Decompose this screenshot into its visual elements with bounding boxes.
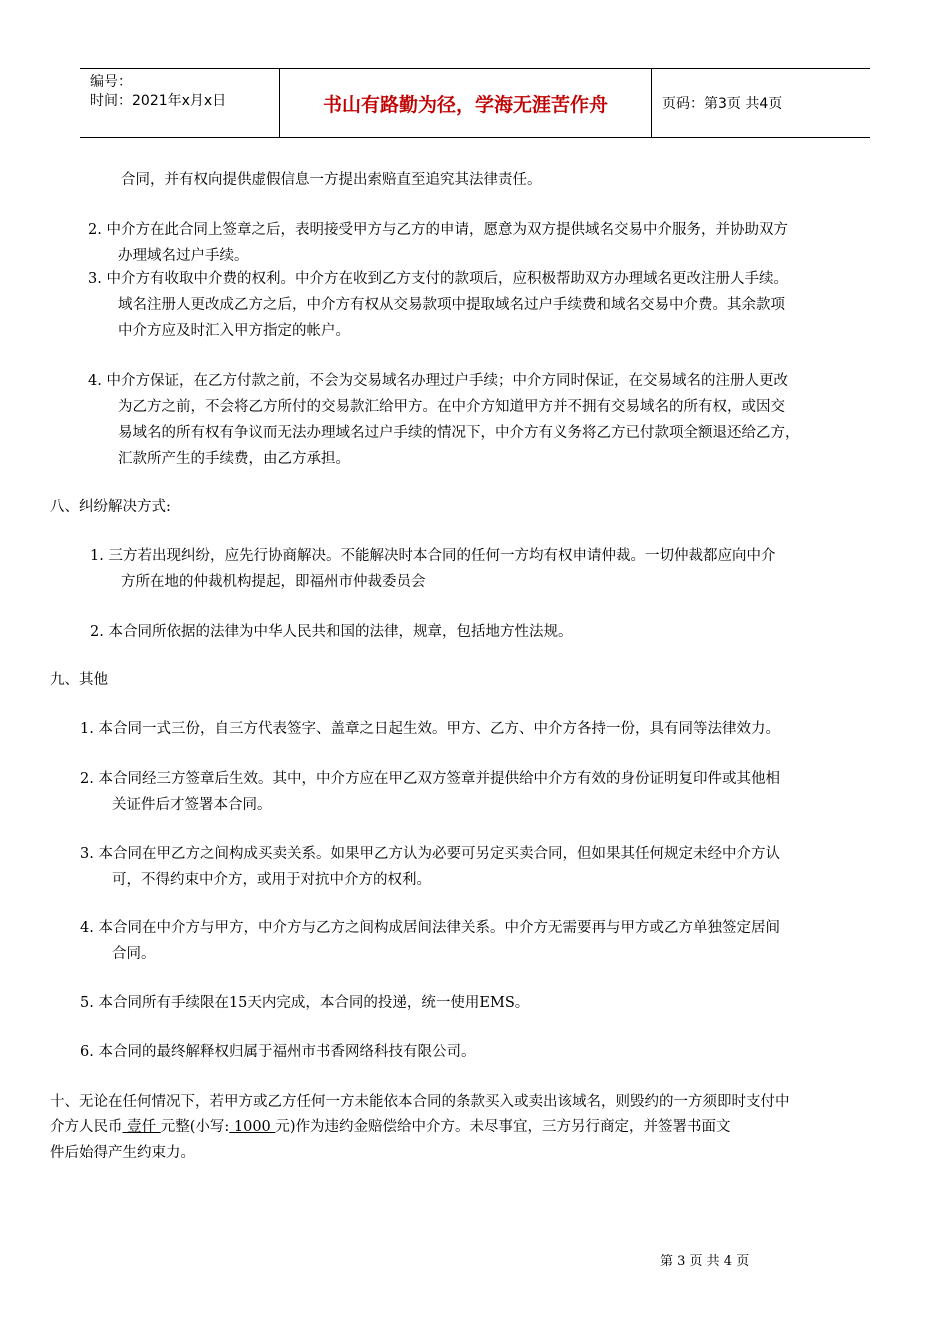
text-line: 为乙方之前，不会将乙方所付的交易款汇给甲方。在中介方知道甲方并不拥有交易域名的所有权，或因交	[118, 399, 785, 415]
page-label: 页码：第3页 共4页	[662, 96, 783, 112]
text-line: 1. 三方若出现纠纷，应先行协商解决。不能解决时本合同的任何一方均有权申请仲裁。一切仲裁都应向中介	[90, 548, 776, 564]
text-line: 3. 中介方有收取中介费的权利。中介方在收到乙方支付的款项后，应积极帮助双方办理域名更改注册人手续。	[88, 271, 788, 287]
text-line: 域名注册人更改成乙方之后，中介方有权从交易款项中提取域名过户手续费和域名交易中介费。其余款项	[118, 297, 785, 313]
text-line: 件后始得产生约束力。	[50, 1145, 195, 1161]
amount-number: 1000	[229, 1119, 276, 1135]
amount-words: 壹仟	[122, 1119, 161, 1135]
text-line: 关证件后才签署本合同。	[112, 797, 272, 813]
text-segment: 介方人民币	[50, 1119, 123, 1135]
section-heading: 八、纠纷解决方式:	[50, 499, 171, 515]
text-line: 中介方应及时汇入甲方指定的帐户。	[118, 323, 350, 339]
text-line: 5. 本合同所有手续限在15天内完成，本合同的投递，统一使用EMS。	[80, 995, 530, 1011]
text-line: 办理域名过户手续。	[118, 248, 249, 264]
text-line	[50, 1114, 731, 1140]
text-line: 4. 中介方保证，在乙方付款之前，不会为交易域名办理过户手续；中介方同时保证，在交易域名的注册人更改	[88, 373, 788, 389]
text-line: 1. 本合同一式三份，自三方代表签字、盖章之日起生效。甲方、乙方、中介方各持一份，具有同等法律效力。	[80, 721, 780, 737]
text-line: 6. 本合同的最终解释权归属于福州市书香网络科技有限公司。	[80, 1044, 476, 1060]
date-label: 时间：2021年x月x日	[90, 93, 227, 109]
page-footer: 第 3 页 共 4 页	[660, 1254, 750, 1269]
text-segment: 元整(小写:	[160, 1119, 230, 1135]
page-header	[80, 68, 870, 138]
text-line: 2. 本合同所依据的法律为中华人民共和国的法律，规章，包括地方性法规。	[90, 624, 573, 640]
text-line: 4. 本合同在中介方与甲方，中介方与乙方之间构成居间法律关系。中介方无需要再与甲方或乙方单独签定居间	[80, 920, 780, 936]
text-line: 易域名的所有权有争议而无法办理域名过户手续的情况下，中介方有义务将乙方已付款项全额退还给乙方，	[118, 425, 800, 441]
section-heading: 九、其他	[50, 672, 108, 688]
header-left	[80, 69, 280, 137]
text-line: 可，不得约束中介方，或用于对抗中介方的权利。	[112, 872, 431, 888]
number-label: 编号：	[90, 74, 132, 90]
text-line: 方所在地的仲裁机构提起，即福州市仲裁委员会	[121, 574, 426, 590]
text-line: 汇款所产生的手续费，由乙方承担。	[118, 451, 350, 467]
text-line: 合同。	[112, 946, 156, 962]
text-line: 2. 本合同经三方签章后生效。其中，中介方应在甲乙双方签章并提供给中介方有效的身份证明复印件或其他相	[80, 771, 780, 787]
text-line: 十、无论在任何情况下，若甲方或乙方任何一方未能依本合同的条款买入或卖出该域名，则毁约的一方须即时支付中	[50, 1094, 790, 1110]
text-line: 合同，并有权向提供虚假信息一方提出索赔直至追究其法律责任。	[121, 172, 542, 188]
text-line: 2. 中介方在此合同上签章之后，表明接受甲方与乙方的申请，愿意为双方提供域名交易中介服务，并协助双方	[88, 222, 788, 238]
text-segment: 元)作为违约金赔偿给中介方。未尽事宜，三方另行商定，并签署书面文	[275, 1119, 731, 1135]
motto: 书山有路勤为径，学海无涯苦作舟	[280, 69, 652, 137]
text-line: 3. 本合同在甲乙方之间构成买卖关系。如果甲乙方认为必要可另定买卖合同，但如果其任何规定未经中介方认	[80, 846, 780, 862]
